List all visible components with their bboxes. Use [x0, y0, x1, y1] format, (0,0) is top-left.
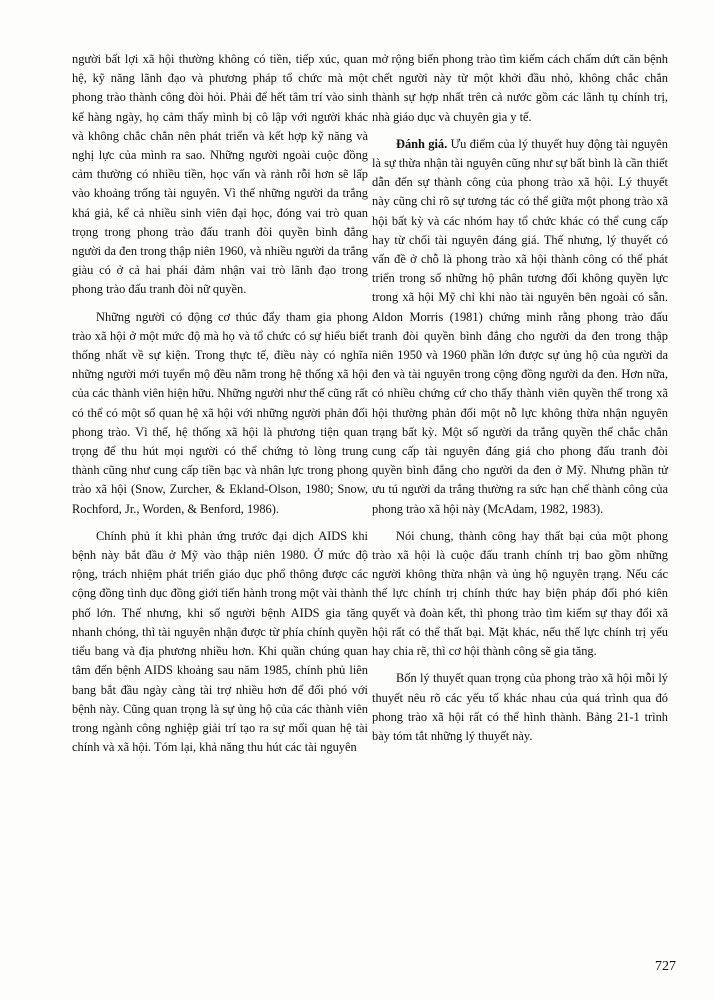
- right-column: [372, 50, 668, 754]
- right-paragraph-2: [372, 135, 668, 519]
- page-number: 727: [655, 959, 676, 974]
- left-column: [72, 50, 368, 765]
- left-paragraph-2: Những người có động cơ thúc đẩy tham gia phong trào xã hội ở một mức độ mà họ và tổ chức có sự hiểu biết thống nhất về sự kiện. Trong thực tế, điều này có nghĩa những người mới tuyển mộ đều nằm trong hệ thống xã hội của các thành viên hiện hữu. Những người như thế cũng rất có thể có một số quan hệ xã hội với những người phản đối phong trào. Vì thế, hệ thống xã hội là phương tiện quan trọng để thu hút mọi người có thể chứng tỏ lòng trung thành cũng như cung cấp tiền bạc và nhân lực trong phong trào xã hội (Snow, Zurcher, & Ekland-Olson, 1980; Snow, Rochford, Jr., Worden, & Benford, 1986).: [72, 309, 368, 516]
- evaluation-heading: Đánh giá.: [396, 136, 448, 151]
- right-paragraph-1: mở rộng biến phong trào tìm kiếm cách chấm dứt căn bệnh chết người này từ một khởi đầu nhỏ, không chắc chắn thành sự hợp nhất trên cả nước gồm các lãnh tụ chính trị, nhà giáo dục và chuyên gia y tế.: [372, 52, 668, 124]
- evaluation-text: Ưu điểm của lý thuyết huy động tài nguyên là sự thừa nhận tài nguyên cũng như sự bất bình là cần thiết dẫn đến sự thành công của phong trào xã hội. Lý thuyết này cũng chỉ rõ sự tương tác có thể giữa một phong trào xã hội bất kỳ và các nhóm hay tổ chức khác có thể cung cấp hay từ chối tài nguyên đáng giá. Thế nhưng, lý thuyết có vấn đề ở chỗ là phong trào xã hội thành công có thể phát triển trong số những hộ phân tương đối không quyền lực trong xã hội Mỹ chỉ khi nào tài nguyên bên ngoài có sẵn. Aldon Morris (1981) chứng minh rằng phong trào đấu tranh đòi quyền bình đẳng cho người da đen trong thập niên 1950 và 1960 phần lớn được sự ủng hộ của người da đen và tài nguyên trong cộng đồng người da đen. Hơn nữa, có nhiều chứng cứ cho thấy thành viên quyền thế trong xã hội thường phản đối một nỗ lực không thừa nhận nguyên trạng bất kỳ. Một số người da trắng quyền thế chắc chắn cung cấp tài nguyên đáng giá cho phong đấu tranh đòi quyền bình đẳng cho người da đen ở Mỹ. Nhưng phần tử ưu tú người da trắng thường ra sức hạn chế thành công của phong trào xã hội này (McAdam, 1982, 1983).: [372, 136, 668, 516]
- right-paragraph-4: Bốn lý thuyết quan trọng của phong trào xã hội mỗi lý thuyết nêu rõ các yếu tố khác nhau của quá trình qua đó phong trào xã hội rất có thể hình thành. Bảng 21-1 trình bày tóm tắt những lý thuyết này.: [372, 671, 668, 743]
- right-paragraph-3: Nói chung, thành công hay thất bại của một phong trào xã hội là cuộc đấu tranh chính trị bao gồm những người không thừa nhận và ủng hộ nguyên trạng. Nếu các thế lực chính trị chính thức hay biện pháp đối phó kiên quyết và đoàn kết, thì phong trào tìm kiếm sự thay đổi xã hội rất có thể thất bại. Mặt khác, nếu thế lực chính trị yếu hay chia rẽ, thì cơ hội thành công sẽ gia tăng.: [372, 528, 668, 659]
- left-paragraph-3: Chính phủ ít khi phản ứng trước đại dịch AIDS khi bệnh này bắt đầu ở Mỹ vào thập niên 1980. Ở mức độ rộng, trách nhiệm phát triển giáo dục phổ thông được các cộng đồng tình dục đồng giới tiến hành trong một vài thành phố lớn. Thế nhưng, khi số người bệnh AIDS gia tăng nhanh chóng, thì tài nguyên nhận được từ phía chính quyền tiểu bang và địa phương nhiều hơn. Khi quần chúng quan tâm đến bệnh AIDS khoảng sau năm 1985, chính phủ liên bang bắt đầu ngày càng tài trợ nhiều hơn để đối phó với bệnh này. Cũng quan trọng là sự ủng hộ của các thành viên trong ngành công nghiệp giải trí tạo ra sự mối quan hệ tài chính và xã hội. Tóm lại, khả năng thu hút các tài nguyên: [72, 528, 368, 755]
- left-paragraph-1: người bất lợi xã hội thường không có tiền, tiếp xúc, quan hệ, kỹ năng lãnh đạo và phương pháp tổ chức mà một phong trào thành công đòi hỏi. Phải để hết tâm trí vào sinh kế hàng ngày, họ cảm thấy mình bị cô lập với người khác và không chắc chắn nên phát triển và kết hợp kỹ năng và nghị lực của mình ra sao. Những người ngoài cuộc đồng cảm thường có nhiều tiền, học vấn và rảnh rỗi hơn sẽ lấp vào khoảng trống tài nguyên. Vì thế những người da trắng khá giả, kể cả nhiều sinh viên đại học, đóng vai trò quan trọng trong phong trào đấu tranh đòi quyền bình đẳng người da đen trong thập niên 1960, và nhiều người da trắng giàu có ở cả hai phái đảm nhận vai trò lãnh đạo trong phong trào đấu tranh đòi nữ quyền.: [72, 52, 368, 297]
